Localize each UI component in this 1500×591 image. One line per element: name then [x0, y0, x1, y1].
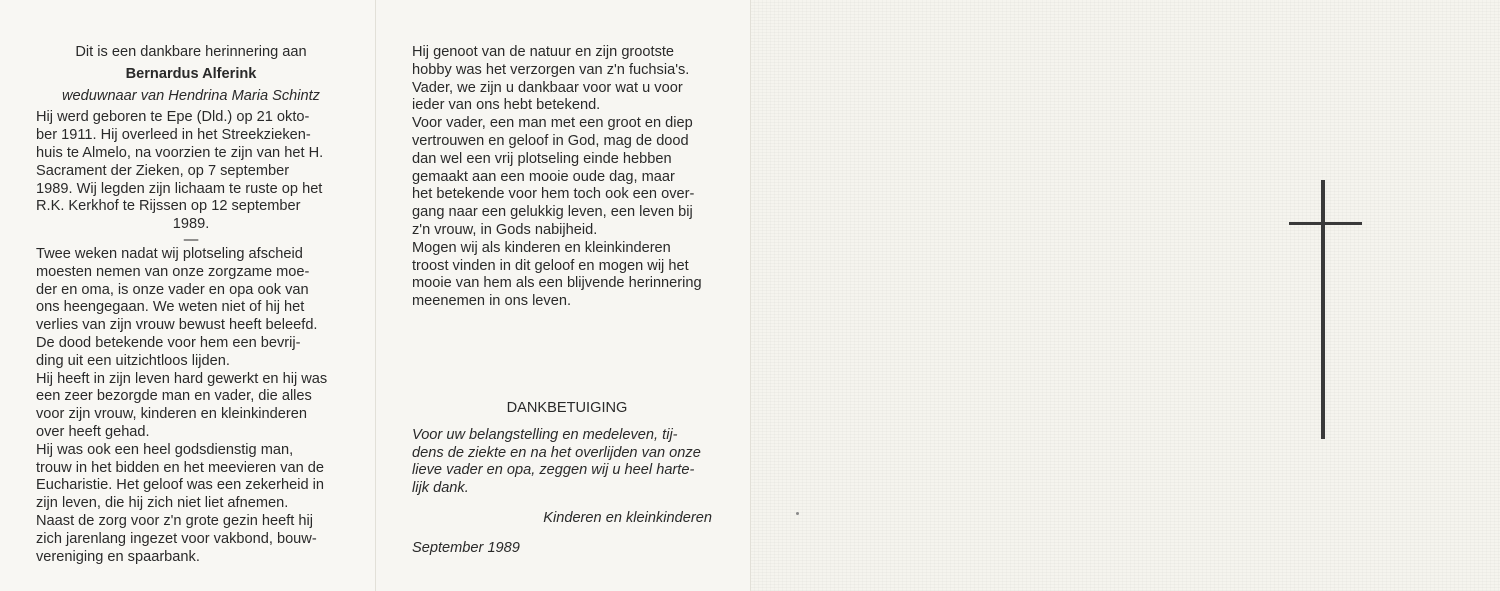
body-line: zijn leven, die hij zich niet liet afnemen.: [36, 495, 289, 512]
body-line: voor zijn vrouw, kinderen en kleinkinderen: [36, 406, 307, 423]
body-line: Hij heeft in zijn leven hard gewerkt en hij was: [36, 370, 328, 387]
acknowledgement-line: dens de ziekte en na het overlijden van onze: [412, 444, 701, 461]
body-line: hobby was het verzorgen van z'n fuchsia's.: [412, 61, 690, 78]
memorial-text: [36, 246, 346, 566]
acknowledgement-line: Voor uw belangstelling en medeleven, tij-: [412, 426, 678, 443]
acknowledgement-section: [412, 400, 722, 558]
body-line: Mogen wij als kinderen en kleinkinderen: [412, 239, 671, 256]
body-line: De dood betekende voor hem een bevrij-: [36, 334, 301, 351]
bio-line: Sacrament der Zieken, op 7 september: [36, 162, 290, 179]
intro-text: Dit is een dankbare herinnering aan: [75, 44, 307, 60]
body-line: gang naar een gelukkig leven, een leven bij: [412, 204, 693, 221]
body-line: het betekende voor hem toch ook een over-: [412, 186, 695, 203]
body-line: meenemen in ons leven.: [412, 293, 572, 310]
body-line: ieder van ons hebt betekend.: [412, 97, 601, 114]
body-line: dan wel een vrij plotseling einde hebben: [412, 150, 672, 167]
bio-year: 1989.: [172, 216, 210, 233]
widower-line: weduwnaar van Hendrina Maria Schintz: [62, 87, 320, 104]
acknowledgement-line: lijk dank.: [412, 480, 469, 497]
body-line: Eucharistie. Het geloof was een zekerheid in: [36, 477, 324, 494]
body-line: zich jarenlang ingezet voor vakbond, bouw-: [36, 530, 317, 547]
fold-line: [375, 0, 376, 591]
separator-dash: —: [183, 231, 199, 248]
fold-line: [750, 0, 751, 591]
body-line: Voor vader, een man met een groot en diep: [412, 115, 693, 132]
date-line: September 1989: [412, 539, 520, 556]
body-line: Twee weken nadat wij plotseling afscheid: [36, 245, 303, 262]
bio-paragraph: [36, 109, 346, 234]
body-line: vertrouwen en geloof in God, mag de dood: [412, 132, 689, 149]
bio-line: R.K. Kerkhof te Rijssen op 12 september: [36, 198, 301, 215]
right-panel: [750, 0, 1500, 591]
body-line: Hij was ook een heel godsdienstig man,: [36, 441, 294, 458]
bio-line: Hij werd geboren te Epe (Dld.) op 21 okto-: [36, 109, 310, 126]
body-line: verlies van zijn vrouw bewust heeft beleefd.: [36, 317, 318, 334]
bio-line: 1989. Wij legden zijn lichaam te ruste op het: [36, 180, 323, 197]
body-line: een zeer bezorgde man en vader, die alles: [36, 388, 312, 405]
body-line: mooie van hem als een blijvende herinnering: [412, 275, 702, 292]
acknowledgement-line: lieve vader en opa, zeggen wij u heel harte-: [412, 462, 695, 479]
paper-speck: [796, 512, 799, 515]
body-line: troost vinden in dit geloof en mogen wij het: [412, 257, 689, 274]
body-line: ons heengegaan. We weten niet of hij het: [36, 299, 305, 316]
signature: Kinderen en kleinkinderen: [543, 509, 712, 526]
body-line: der en oma, is onze vader en opa ook van: [36, 281, 309, 298]
body-line: Vader, we zijn u dankbaar voor wat u voor: [412, 79, 683, 96]
body-line: moesten nemen van onze zorgzame moe-: [36, 263, 310, 280]
middle-column: [412, 44, 722, 311]
acknowledgement-title: DANKBETUIGING: [506, 400, 628, 416]
left-column: [36, 44, 346, 566]
bio-line: ber 1911. Hij overleed in het Streekzieken-: [36, 127, 311, 144]
body-line: gemaakt aan een mooie oude dag, maar: [412, 168, 675, 185]
deceased-name: Bernardus Alferink: [125, 65, 257, 82]
cross-horizontal-bar: [1289, 222, 1362, 225]
body-line: vereniging en spaarbank.: [36, 548, 200, 565]
body-line: trouw in het bidden en het meevieren van de: [36, 459, 325, 476]
body-line: Hij genoot van de natuur en zijn grootste: [412, 44, 675, 60]
body-line: Naast de zorg voor z'n grote gezin heeft hij: [36, 512, 313, 529]
body-line: ding uit een uitzichtloos lijden.: [36, 352, 230, 369]
body-line: over heeft gehad.: [36, 423, 150, 440]
cross-vertical-bar: [1321, 180, 1325, 439]
bio-line: huis te Almelo, na voorzien te zijn van het H.: [36, 144, 324, 161]
body-line: z'n vrouw, in Gods nabijheid.: [412, 221, 598, 238]
